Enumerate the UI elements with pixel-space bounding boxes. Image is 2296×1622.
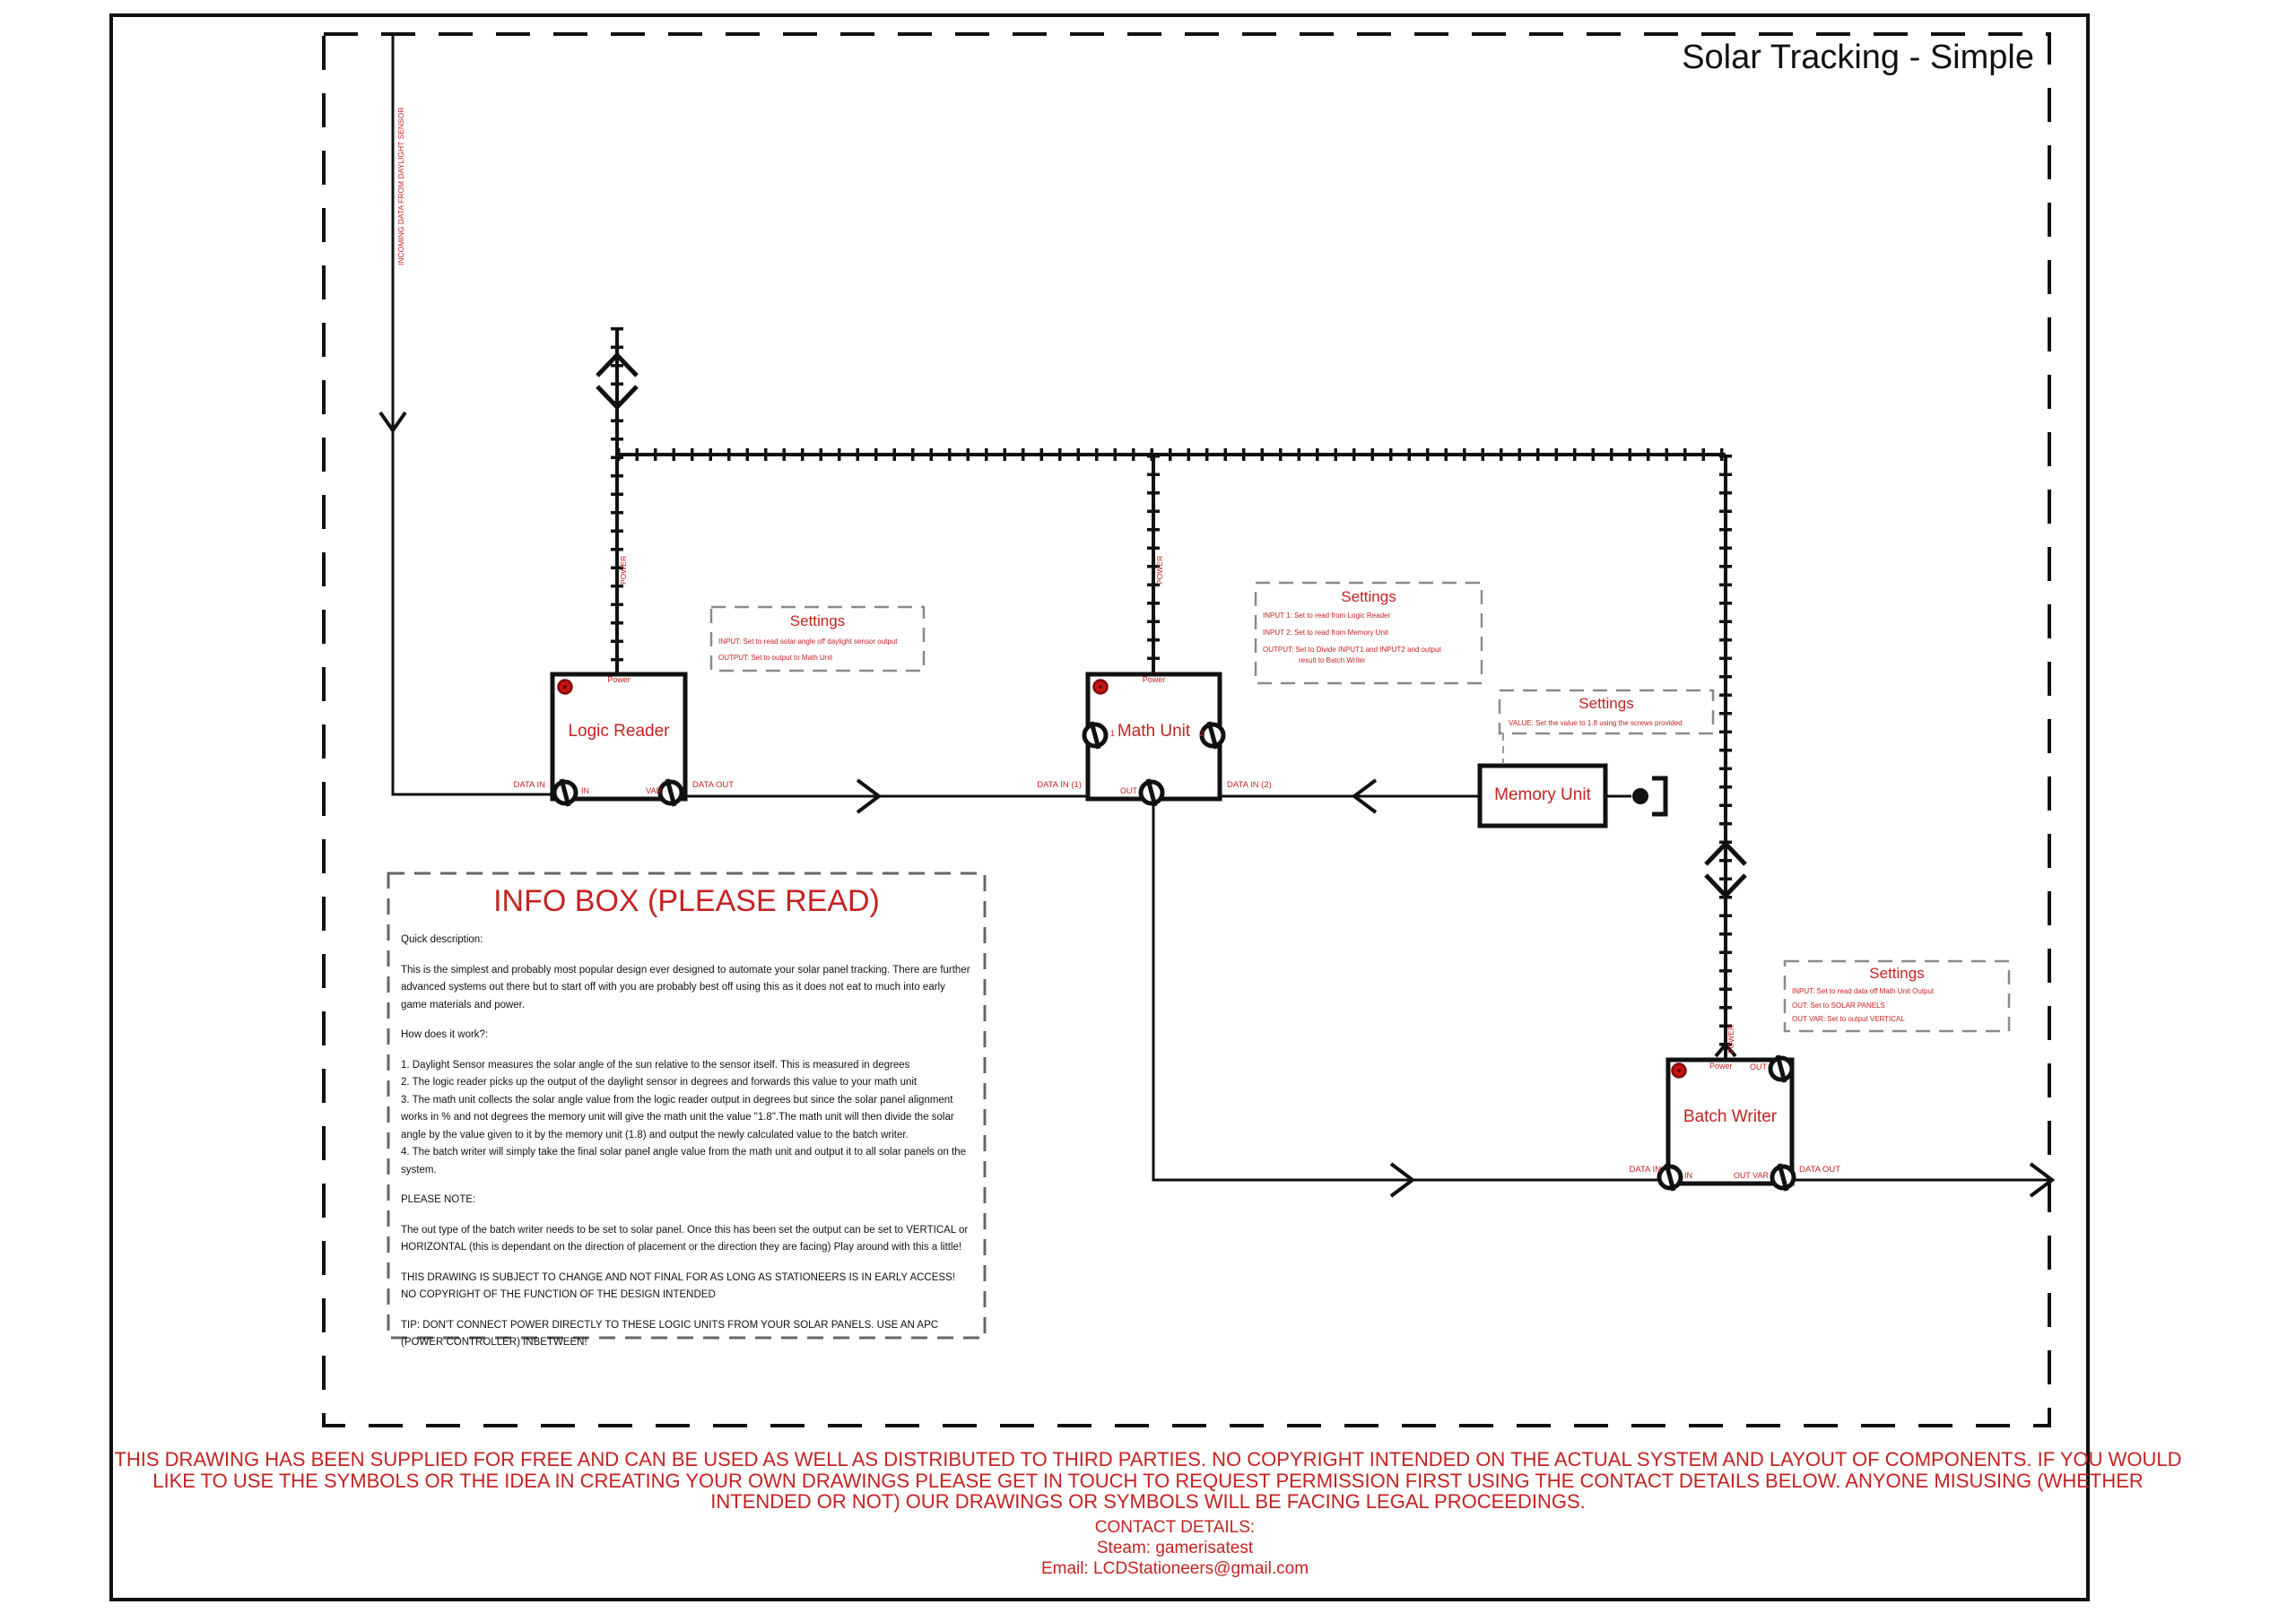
settings-line: INPUT: Set to read solar angle off daylight sensor output xyxy=(718,638,898,646)
batch-writer-power-label: Power xyxy=(1709,1062,1733,1071)
settings-line: INPUT 2: Set to read from Memory Unit xyxy=(1263,629,1388,637)
math-unit-input2-label: 2 xyxy=(1198,729,1204,738)
settings-title: Settings xyxy=(1341,588,1396,605)
logic-reader-name: Logic Reader xyxy=(568,722,670,741)
contact-details xyxy=(99,1517,2251,1579)
contact-steam: Steam: gamerisatest xyxy=(1096,1539,1254,1557)
info-paragraph: How does it work?: xyxy=(401,1029,489,1040)
math-unit-data-in1-label: DATA IN (1) xyxy=(1037,780,1082,790)
info-paragraph: 3. The math unit collects the solar angle value from the logic reader output in degrees but since the solar panel alignment works in % and not degrees the memory unit will give the math unit the value "1.8".The math unit will then divide the solar angle by the value given to it by the memory unit (1.8) and output the newly calculated value to the batch writer. xyxy=(401,1094,954,1141)
logic-reader-data-in-label: DATA IN xyxy=(513,780,545,790)
power-cable-label: POWER xyxy=(1726,1024,1735,1054)
math-unit-data-in2-label: DATA IN (2) xyxy=(1227,780,1272,790)
settings-title: Settings xyxy=(1869,965,1925,982)
settings-title: Settings xyxy=(789,612,846,629)
logic-reader-in-label: IN xyxy=(581,786,589,795)
footer-disclaimer: THIS DRAWING HAS BEEN SUPPLIED FOR FREE AND CAN BE USED AS WELL AS DISTRIBUTED TO THIRD PARTIES. NO COPYRIGHT INTENDED ON THE ACTUAL SYSTEM AND LAYOUT OF COMPONENTS. IF YOU WOULD LIKE TO USE THE SYMBOLS OR THE IDEA IN CREATING YOUR OWN DRAWINGS PLEASE GET IN TOUCH TO REQUEST PERMISSION FIRST USING THE CONTACT DETAILS BELOW. ANYONE MISUSING (WHETHER INTENDED OR NOT) OUR DRAWINGS OR SYMBOLS WILL BE FACING LEGAL PROCEEDINGS. xyxy=(114,1448,2182,1513)
info-paragraph: 4. The batch writer will simply take the final solar panel angle value from the math unit and output it to all solar panels on the system. xyxy=(401,1147,967,1175)
settings-line: OUTPUT: Set to output to Math Unit xyxy=(718,654,833,662)
math-unit-name: Math Unit xyxy=(1117,722,1191,741)
batch-writer-name: Batch Writer xyxy=(1683,1107,1778,1126)
settings-line: INPUT: Set to read data off Math Unit Output xyxy=(1792,987,1935,995)
memory-plug-icon xyxy=(1632,778,1665,814)
contact-heading: CONTACT DETAILS: xyxy=(1094,1518,1256,1537)
incoming-data-wire xyxy=(380,34,552,794)
screw-icon xyxy=(660,779,682,806)
info-paragraph: This is the simplest and probably most popular design ever designed to automate your solar panel tracking. There are further advanced systems out there but to start off with you are probably best off using this as it does not eat to much into early game materials and power. xyxy=(401,964,970,1010)
info-paragraph: PLEASE NOTE: xyxy=(401,1194,476,1205)
settings-line: VALUE: Set the value to 1.8 using the screws provided xyxy=(1509,719,1683,727)
settings-line: OUTPUT: Set to Divide INPUT1 and INPUT2 and output xyxy=(1263,646,1441,654)
settings-title: Settings xyxy=(1578,695,1634,712)
info-box-title: INFO BOX (PLEASE READ) xyxy=(493,884,880,918)
batch-writer-out-label: OUT xyxy=(1750,1063,1767,1071)
info-box xyxy=(388,879,985,1352)
info-paragraph: 1. Daylight Sensor measures the solar angle of the sun relative to the sensor itself. This is measured in degrees xyxy=(401,1059,910,1071)
outer-border xyxy=(111,15,2088,1600)
settings-line: INPUT 1: Set to read from Logic Reader xyxy=(1263,612,1391,620)
power-cable-label: POWER xyxy=(1155,555,1164,585)
memory-unit-name: Memory Unit xyxy=(1494,785,1591,804)
screw-icon xyxy=(1659,1164,1681,1191)
settings-line: result to Batch Writer xyxy=(1299,656,1366,664)
wire-math-to-batch xyxy=(1153,799,1668,1180)
info-paragraph: The out type of the batch writer needs to be set to solar panel. Once this has been set the output can be set to VERTICAL or HORIZONTAL (this is dependant on the direction of placement or the direction they are facing) Play around with this a little! xyxy=(401,1224,969,1253)
math-unit-out-label: OUT xyxy=(1120,786,1137,795)
screw-icon xyxy=(554,779,576,806)
screw-icon xyxy=(1770,1055,1792,1082)
logic-reader-var-label: VAR xyxy=(646,786,662,795)
batch-writer-data-in-label: DATA IN xyxy=(1629,1165,1661,1175)
math-unit-power-label: Power xyxy=(1142,675,1166,684)
incoming-data-label: INCOMING DATA FROM DAYLIGHT SENSOR xyxy=(396,107,405,265)
screw-icon xyxy=(1772,1164,1794,1191)
power-screw-icon xyxy=(1673,1064,1686,1078)
contact-email: Email: LCDStationeers@gmail.com xyxy=(1040,1559,1309,1578)
batch-writer-out-var-label: OUT VAR xyxy=(1733,1171,1769,1180)
settings-line: OUT VAR: Set to output VERTICAL xyxy=(1792,1015,1905,1023)
info-paragraph: 2. The logic reader picks up the output of the daylight sensor in degrees and forwards this value to your math unit xyxy=(401,1077,918,1088)
info-paragraph: TIP: DON'T CONNECT POWER DIRECTLY TO THESE LOGIC UNITS FROM YOUR SOLAR PANELS. USE AN APC (POWER CONTROLLER) INBETWEEN! xyxy=(401,1319,939,1348)
math-unit-input1-label: 1 xyxy=(1110,729,1116,738)
info-box-body xyxy=(388,932,985,1352)
screw-icon xyxy=(1141,779,1162,806)
info-paragraph: THIS DRAWING IS SUBJECT TO CHANGE AND NOT FINAL FOR AS LONG AS STATIONEERS IS IN EARLY ACCESS! NO COPYRIGHT OF THE FUNCTION OF THE DESIGN INTENDED xyxy=(401,1271,955,1300)
settings-line: OUT: Set to SOLAR PANELS xyxy=(1792,1002,1885,1010)
power-cable-label: POWER xyxy=(619,555,628,585)
batch-writer-in-label: IN xyxy=(1684,1171,1692,1180)
batch-writer-data-out-label: DATA OUT xyxy=(1799,1165,1841,1175)
logic-reader-power-label: Power xyxy=(607,675,631,684)
page-title: Solar Tracking - Simple xyxy=(1682,39,2034,76)
info-paragraph: Quick description: xyxy=(401,934,483,945)
logic-reader-data-out-label: DATA OUT xyxy=(692,780,735,790)
